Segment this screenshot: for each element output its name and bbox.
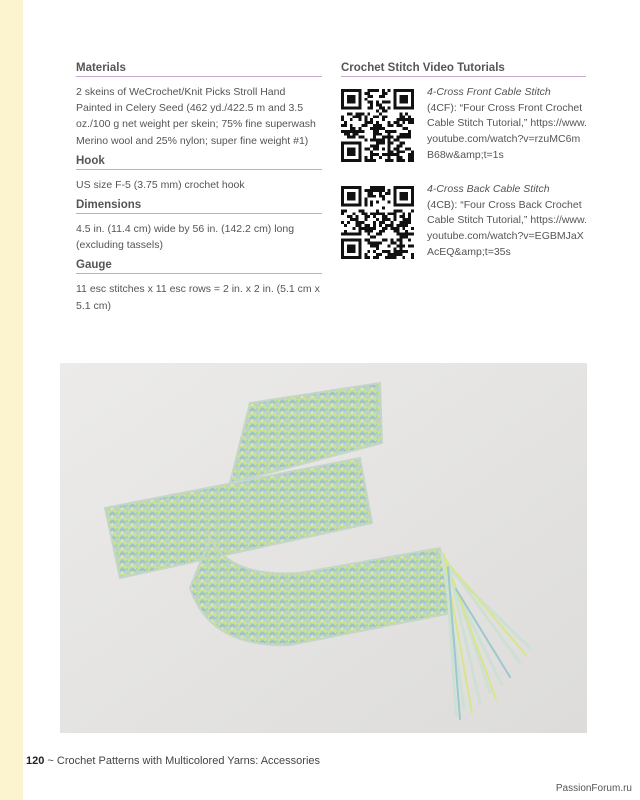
tutorial-code: (4CB): “Four Cross Back Crochet Cable Stitch Tutorial,”: [427, 198, 582, 227]
page-number: 120: [26, 755, 45, 767]
tutorial-text: [427, 182, 587, 261]
watermark: PassionForum.ru: [555, 783, 632, 794]
hook-heading: Hook: [76, 155, 322, 170]
hook-text: US size F-5 (3.75 mm) crochet hook: [76, 178, 245, 191]
materials-text: 2 skeins of WeCrochet/Knit Picks Stroll Hand Painted in Celery Seed (462 yd./422.5 m and 3.5 oz./100 g net weight per skein; 75% fine superwash Merino wool and 25% nylon; super fine weight #1): [76, 86, 316, 147]
page-footer: [26, 755, 320, 767]
scarf-photo: [60, 363, 587, 733]
tutorials-column: [341, 62, 586, 279]
pattern-info-column: [76, 62, 322, 320]
page-spine-band: [0, 0, 23, 800]
dimensions-text: 4.5 in. (11.4 cm) wide by 56 in. (142.2 cm) long (excluding tassels): [76, 223, 295, 252]
tutorial-title: 4-Cross Back Cable Stitch: [427, 183, 550, 195]
tutorials-heading: Crochet Stitch Video Tutorials: [341, 62, 586, 77]
footer-separator: ~: [47, 755, 54, 767]
tutorial-title: 4-Cross Front Cable Stitch: [427, 86, 551, 98]
tutorial-url[interactable]: https://www.youtube.com/watch?v=rzuMC6mB68w&amp;t=1s: [427, 117, 587, 161]
tutorial-code: (4CF): “Four Cross Front Crochet Cable Stitch Tutorial,”: [427, 101, 583, 130]
dimensions-heading: Dimensions: [76, 199, 322, 214]
tutorial-item: [341, 182, 586, 279]
gauge-heading: Gauge: [76, 259, 322, 274]
materials-heading: Materials: [76, 62, 322, 77]
gauge-text: 11 esc stitches x 11 esc rows = 2 in. x 2 in. (5.1 cm x 5.1 cm): [76, 283, 320, 312]
qr-code-icon[interactable]: [341, 89, 414, 162]
tutorial-url[interactable]: https://www.youtube.com/watch?v=EGBMJaXAcEQ&amp;t=35s: [427, 214, 587, 258]
footer-book-title: Crochet Patterns with Multicolored Yarns: Accessories: [56, 755, 321, 767]
qr-code-icon[interactable]: [341, 186, 414, 259]
tutorial-text: [427, 85, 587, 164]
tutorial-item: [341, 85, 586, 182]
